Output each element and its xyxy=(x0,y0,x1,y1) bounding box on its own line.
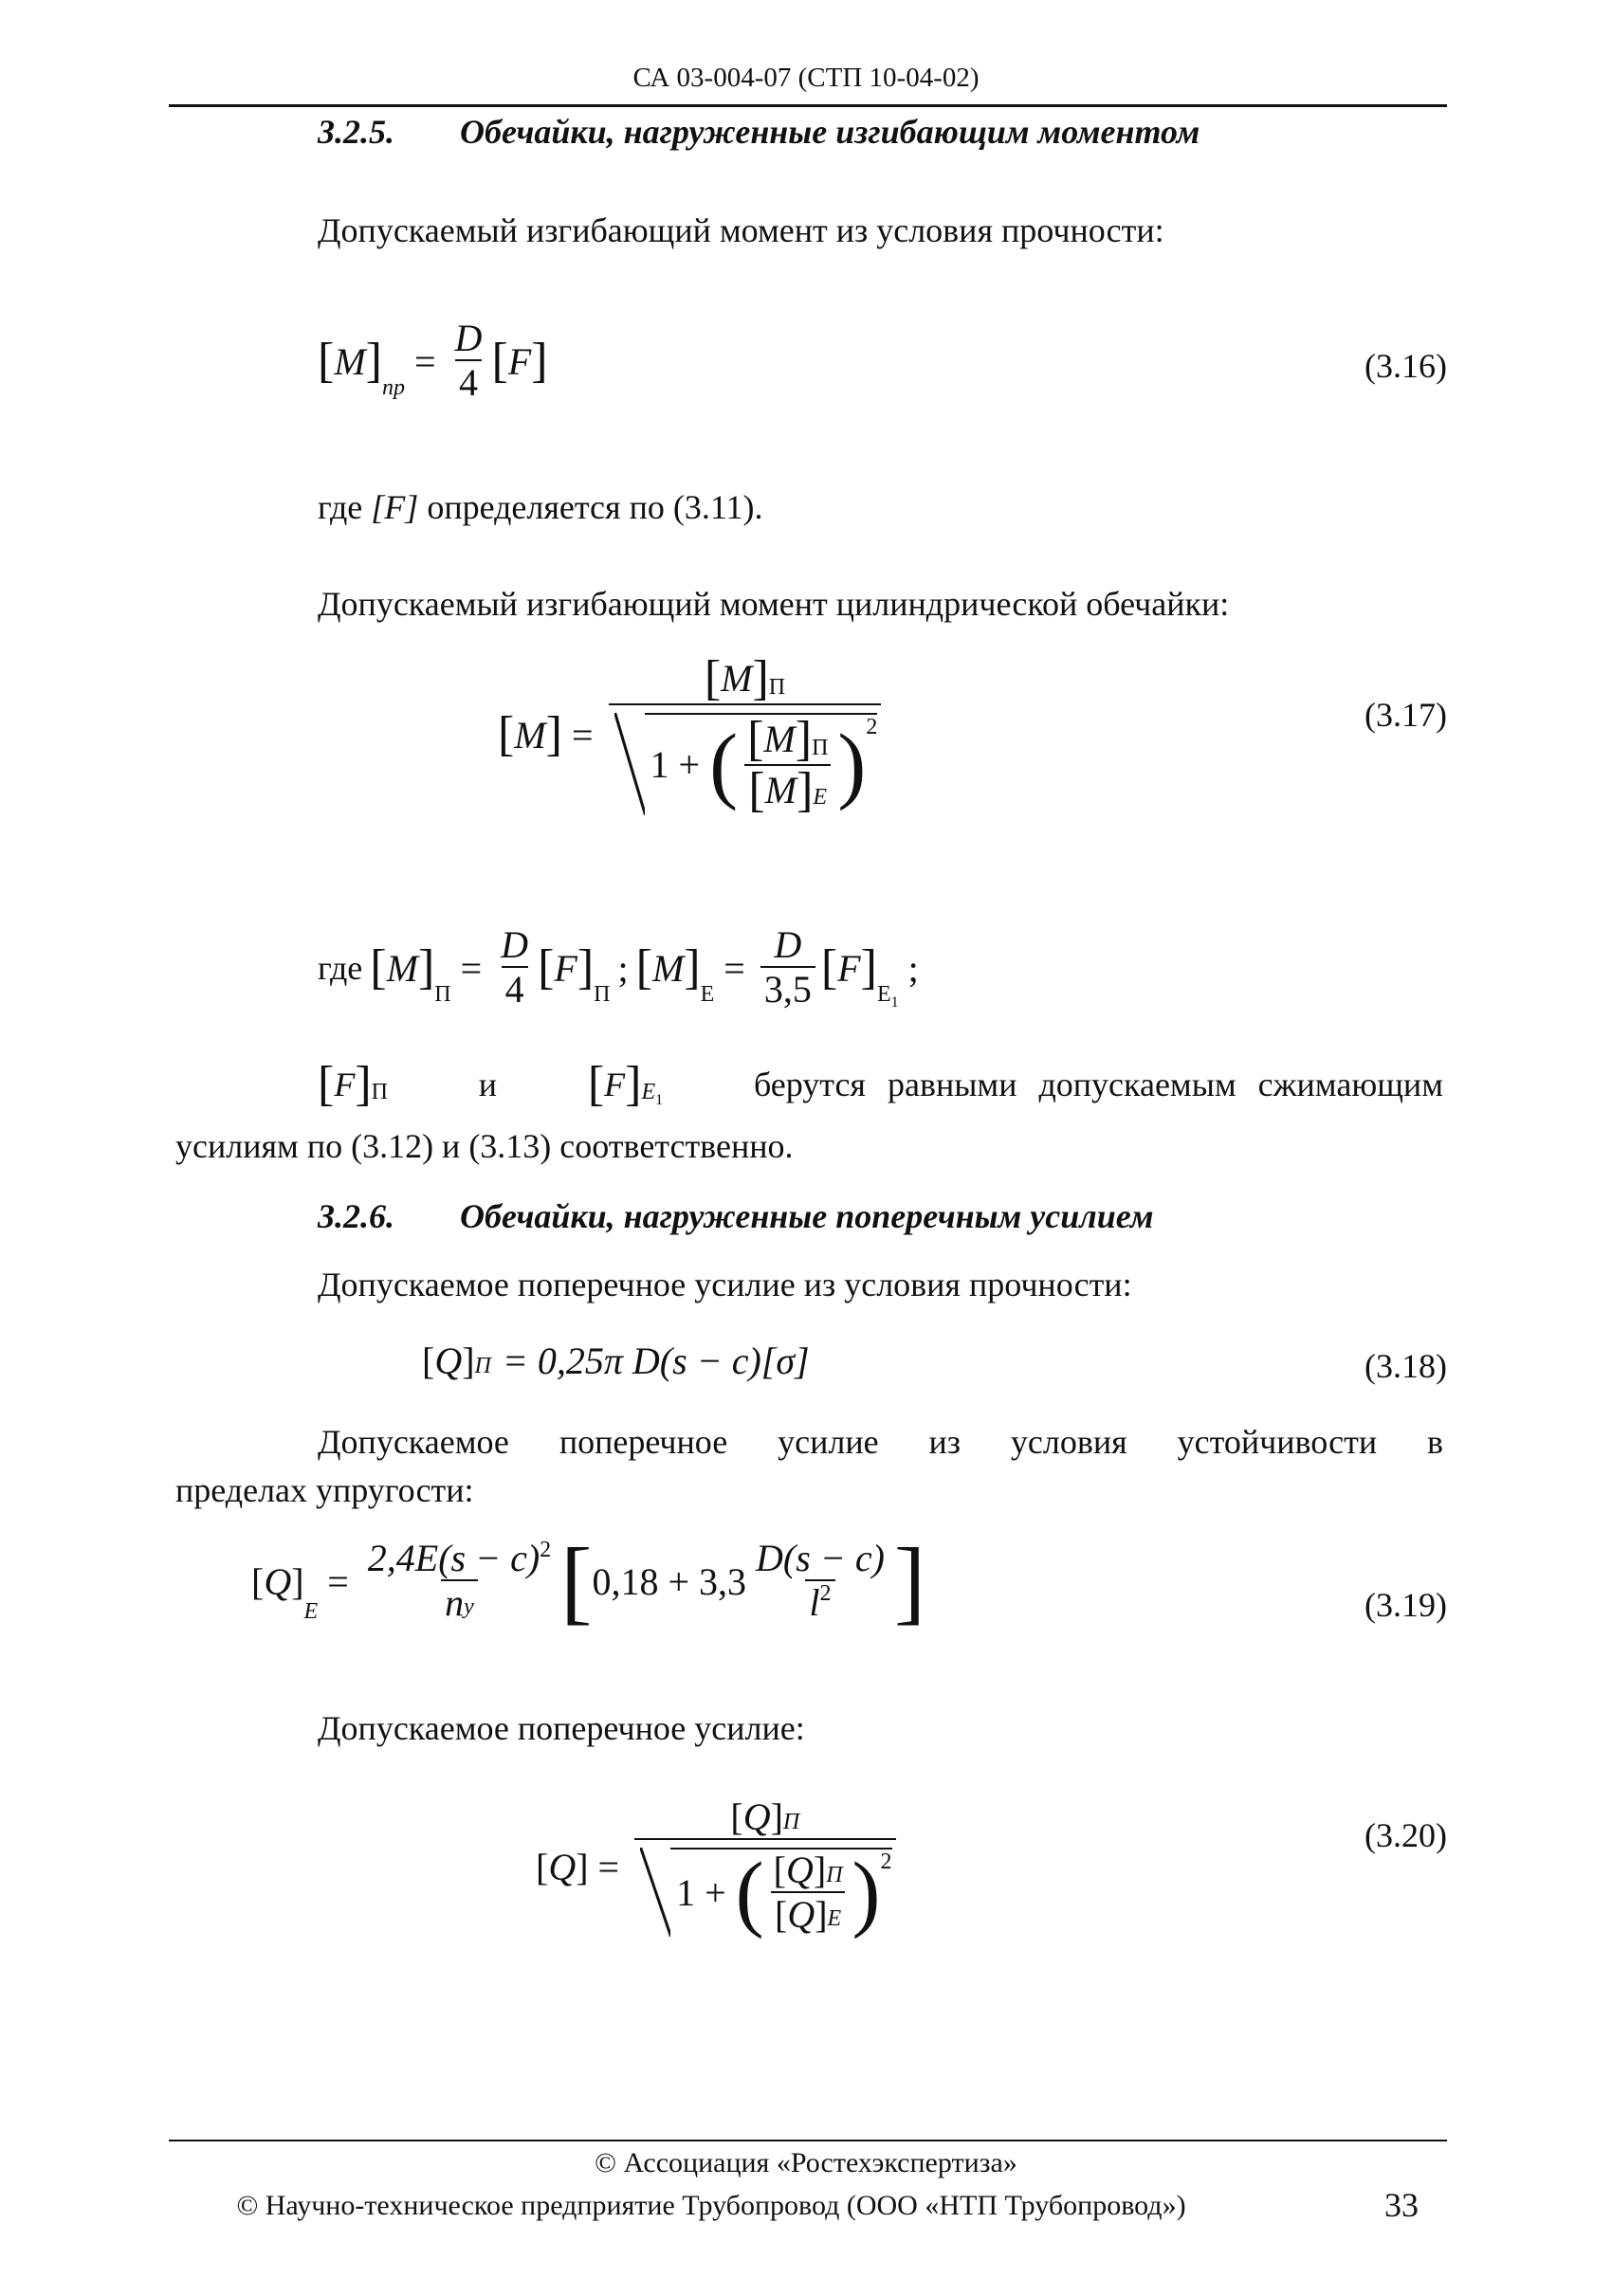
equation-number: (3.17) xyxy=(1365,696,1447,734)
square-root: 1 + ( [ M ] П [ M ] E ) 2 xyxy=(645,713,878,815)
paragraph-strength-moment: Допускаемый изгибающий момент из условия прочности: xyxy=(318,211,1164,249)
text: определяется по (3.11). xyxy=(427,488,763,526)
text: и xyxy=(478,1066,498,1103)
numerator: D xyxy=(501,923,529,966)
footer-association: © Ассоциация «Ростехэкспертиза» xyxy=(595,2147,1017,2178)
symbol-M: M xyxy=(386,946,418,990)
text: где xyxy=(318,488,363,526)
section-title: Обечайки, нагруженные поперечным усилием xyxy=(460,1197,1154,1235)
paragraph-forces-cont: усилиям по (3.12) и (3.13) соответственно. xyxy=(175,1127,794,1165)
symbol-F: F xyxy=(837,946,861,990)
numerator: D xyxy=(774,923,802,966)
equation-3-20: [ Q ] = [ Q ] П 1 + ( [ Q ] П [ Q ] E ) 2 xyxy=(536,1796,902,1937)
plus: + xyxy=(705,1871,726,1914)
equation-3-17: [ M ] = [ M ] П 1 + ( [ M ] П [ M ] E ) 2 xyxy=(498,654,887,815)
equation-number: (3.20) xyxy=(1365,1816,1447,1854)
paragraph-cylinder-moment: Допускаемый изгибающий момент цилиндрической обечайки: xyxy=(318,585,1230,623)
section-number: 3.2.6. xyxy=(318,1197,394,1235)
footer-rule xyxy=(169,2140,1447,2141)
subscript: П xyxy=(434,982,451,1007)
equation-number: (3.16) xyxy=(1365,347,1447,385)
text: берутся равными допускаемым сжимающим xyxy=(753,1066,1443,1103)
definitions-line: где [ M ] П = $\frac{D}{4}$ [ F ] П ; [ M ] Е = $\frac{D}{3,5}$ [ F ] Е 1 ; xyxy=(318,923,919,1011)
subscript: E xyxy=(813,785,828,811)
paragraph-shear-stability-cont: пределах упругости: xyxy=(175,1471,474,1509)
exponent: 2 xyxy=(540,1538,552,1562)
symbol-M: M xyxy=(651,946,685,990)
section-number: 3.2.5. xyxy=(318,113,394,151)
paragraph-shear-stability: Допускаемое поперечное усилие из условия устойчивости в xyxy=(318,1423,1443,1461)
subscript: П xyxy=(594,982,611,1007)
equation-3-16: [ M ] пр = $\frac{D}{4}$ [ F ] xyxy=(318,317,548,404)
symbol-Q: Q xyxy=(264,1559,292,1603)
subscript: E xyxy=(303,1599,319,1624)
paragraph-shear-allowed: Допускаемое поперечное усилие: xyxy=(318,1709,805,1747)
footer-company: © Научно-техническое предприятие Трубопровод (ООО «НТП Трубопровод») xyxy=(236,2190,1186,2221)
fraction: [ M ] П 1 + ( [ M ] П [ M ] E ) 2 xyxy=(609,654,882,815)
separator: ; xyxy=(617,946,629,990)
subscript: П xyxy=(768,674,786,700)
paragraph-forces: [ F ] П и [ F ] E 1 берутся равными допускаемым сжимающим xyxy=(318,1057,1443,1111)
symbol-Q: Q xyxy=(742,1795,771,1838)
symbol-M: M xyxy=(764,769,797,811)
fraction xyxy=(451,318,486,405)
constant-terms: 0,18 + 3,3 xyxy=(592,1559,747,1603)
symbol-Q: Q xyxy=(787,1893,815,1936)
square-root: 1 + ( [ Q ] П [ Q ] E ) 2 xyxy=(670,1848,891,1937)
subscript: 1 xyxy=(890,994,899,1011)
symbol-M: M xyxy=(721,657,753,700)
symbol-Q: Q xyxy=(785,1849,814,1891)
paragraph-shear-strength: Допускаемое поперечное усилие из условия прочности: xyxy=(318,1266,1132,1303)
symbol-Q: Q xyxy=(434,1339,463,1382)
text: где xyxy=(318,949,363,987)
subscript: E xyxy=(827,1906,842,1932)
equation-number: (3.19) xyxy=(1365,1586,1447,1624)
numerator: D xyxy=(454,317,483,359)
page-number: 33 xyxy=(1384,2186,1419,2224)
plus: + xyxy=(678,743,701,786)
exponent: 2 xyxy=(819,1581,832,1606)
symbol-F: F xyxy=(507,339,532,383)
equation-3-18: [ Q ] П = 0,25π D(s − c)[σ] xyxy=(422,1339,810,1382)
one: 1 xyxy=(676,1871,696,1914)
exponent: 2 xyxy=(866,715,878,739)
symbol-F: F xyxy=(384,488,406,526)
symbol-M: M xyxy=(514,713,546,756)
symbol-F: F xyxy=(604,1066,626,1103)
symbol-M: M xyxy=(334,339,366,383)
subscript: П xyxy=(782,1809,800,1834)
section-heading-3-2-5 xyxy=(318,112,1200,152)
section-heading-3-2-6 xyxy=(318,1196,1154,1236)
denominator: 3,5 xyxy=(760,966,815,1011)
one: 1 xyxy=(650,743,669,786)
section-title: Обечайки, нагруженные изгибающим моментом xyxy=(460,113,1200,151)
subscript: П xyxy=(371,1080,388,1104)
equation-number: (3.18) xyxy=(1365,1347,1447,1385)
equals: = xyxy=(413,339,436,383)
subscript: П xyxy=(812,735,829,760)
subscript: Е xyxy=(700,982,715,1007)
denominator: 4 xyxy=(455,359,482,405)
exponent: 2 xyxy=(880,1850,892,1874)
denominator: l xyxy=(809,1581,820,1624)
expression: = 0,25π D(s − c)[σ] xyxy=(502,1339,810,1382)
symbol-M: M xyxy=(763,718,796,760)
denominator: 4 xyxy=(502,966,528,1011)
numerator: 2,4E(s − c) xyxy=(367,1537,540,1579)
header-rule xyxy=(169,104,1447,107)
symbol-F: F xyxy=(554,946,577,990)
symbol-F: F xyxy=(334,1066,356,1103)
paragraph-where-F: где [F] определяется по (3.11). xyxy=(318,488,763,526)
subscript: П xyxy=(474,1354,491,1378)
numerator: D(s − c) xyxy=(756,1537,885,1579)
document-code-header: СА 03-004-07 (СТП 10-04-02) xyxy=(632,63,980,93)
subscript: y xyxy=(464,1594,474,1620)
subscript: 1 xyxy=(655,1092,664,1108)
subscript: П xyxy=(826,1862,843,1887)
subscript: Е xyxy=(876,982,891,1007)
equation-3-19: [ Q ] E = 2,4E(s − c) 2 n y [ 0,18 + 3,3 D(s − c) l 2 ] xyxy=(251,1528,926,1633)
denominator: n xyxy=(445,1581,465,1624)
subscript: E xyxy=(641,1080,656,1104)
separator: ; xyxy=(907,946,919,990)
subscript: пр xyxy=(381,375,405,400)
symbol-Q: Q xyxy=(548,1845,577,1888)
